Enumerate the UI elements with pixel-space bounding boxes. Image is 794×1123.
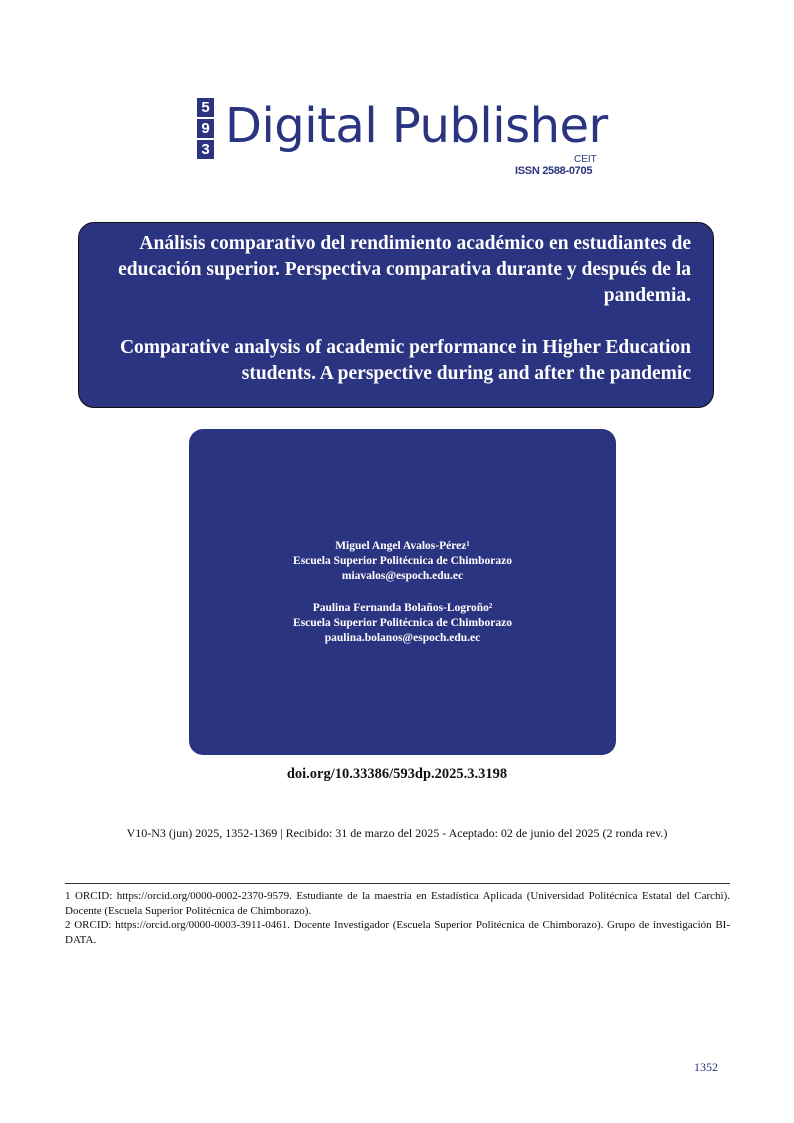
footnote-divider (65, 883, 730, 884)
logo-number-stack (197, 98, 214, 161)
author-email: miavalos@espoch.edu.ec (341, 570, 464, 582)
author-box (189, 429, 616, 755)
author-affiliation: Escuela Superior Politécnica de Chimborazo (293, 555, 512, 567)
logo-journal-name: Digital Publisher (225, 98, 608, 154)
author-list (189, 539, 616, 663)
publication-meta: V10-N3 (jun) 2025, 1352-1369 | Recibido: 31 de marzo del 2025 - Aceptado: 02 de junio del 2025 (2 ronda rev.) (126, 826, 668, 840)
logo-digit: 3 (197, 140, 214, 159)
footnote: 1 ORCID: https://orcid.org/0000-0002-2370-9579. Estudiante de la maestría en Estadística Aplicada (Universidad Politécnica Estatal del Carchi). Docente (Escuela Superior Politécnica de Chimborazo). (65, 890, 730, 917)
logo-digit: 9 (197, 119, 214, 138)
logo-issn: ISSN 2588-0705 (515, 165, 593, 177)
title-box (78, 222, 714, 408)
author-affiliation: Escuela Superior Politécnica de Chimborazo (293, 617, 512, 629)
page-number: 1352 (694, 1060, 718, 1074)
author-name: Miguel Angel Avalos-Pérez¹ (335, 540, 470, 552)
footnote: 2 ORCID: https://orcid.org/0000-0003-3911-0461. Docente Investigador (Escuela Superior Politécnica de Chimborazo). Grupo de investigación BI-DATA. (65, 919, 730, 946)
author-entry (189, 601, 616, 646)
title-english: Comparative analysis of academic performance in Higher Education students. A perspective during and after the pandemic (119, 337, 691, 384)
title-spanish: Análisis comparativo del rendimiento académico en estudiantes de educación superior. Perspectiva comparativa durante y después de la pandemia. (118, 233, 691, 306)
footnotes (65, 889, 730, 947)
author-email: paulina.bolanos@espoch.edu.ec (324, 632, 481, 644)
author-name: Paulina Fernanda Bolaños-Logroño² (312, 602, 493, 614)
logo-ceit: CEIT (574, 154, 597, 165)
logo-digit: 5 (197, 98, 214, 117)
author-entry (189, 539, 616, 584)
doi-link[interactable]: doi.org/10.33386/593dp.2025.3.3198 (286, 766, 508, 782)
journal-logo (197, 98, 617, 182)
